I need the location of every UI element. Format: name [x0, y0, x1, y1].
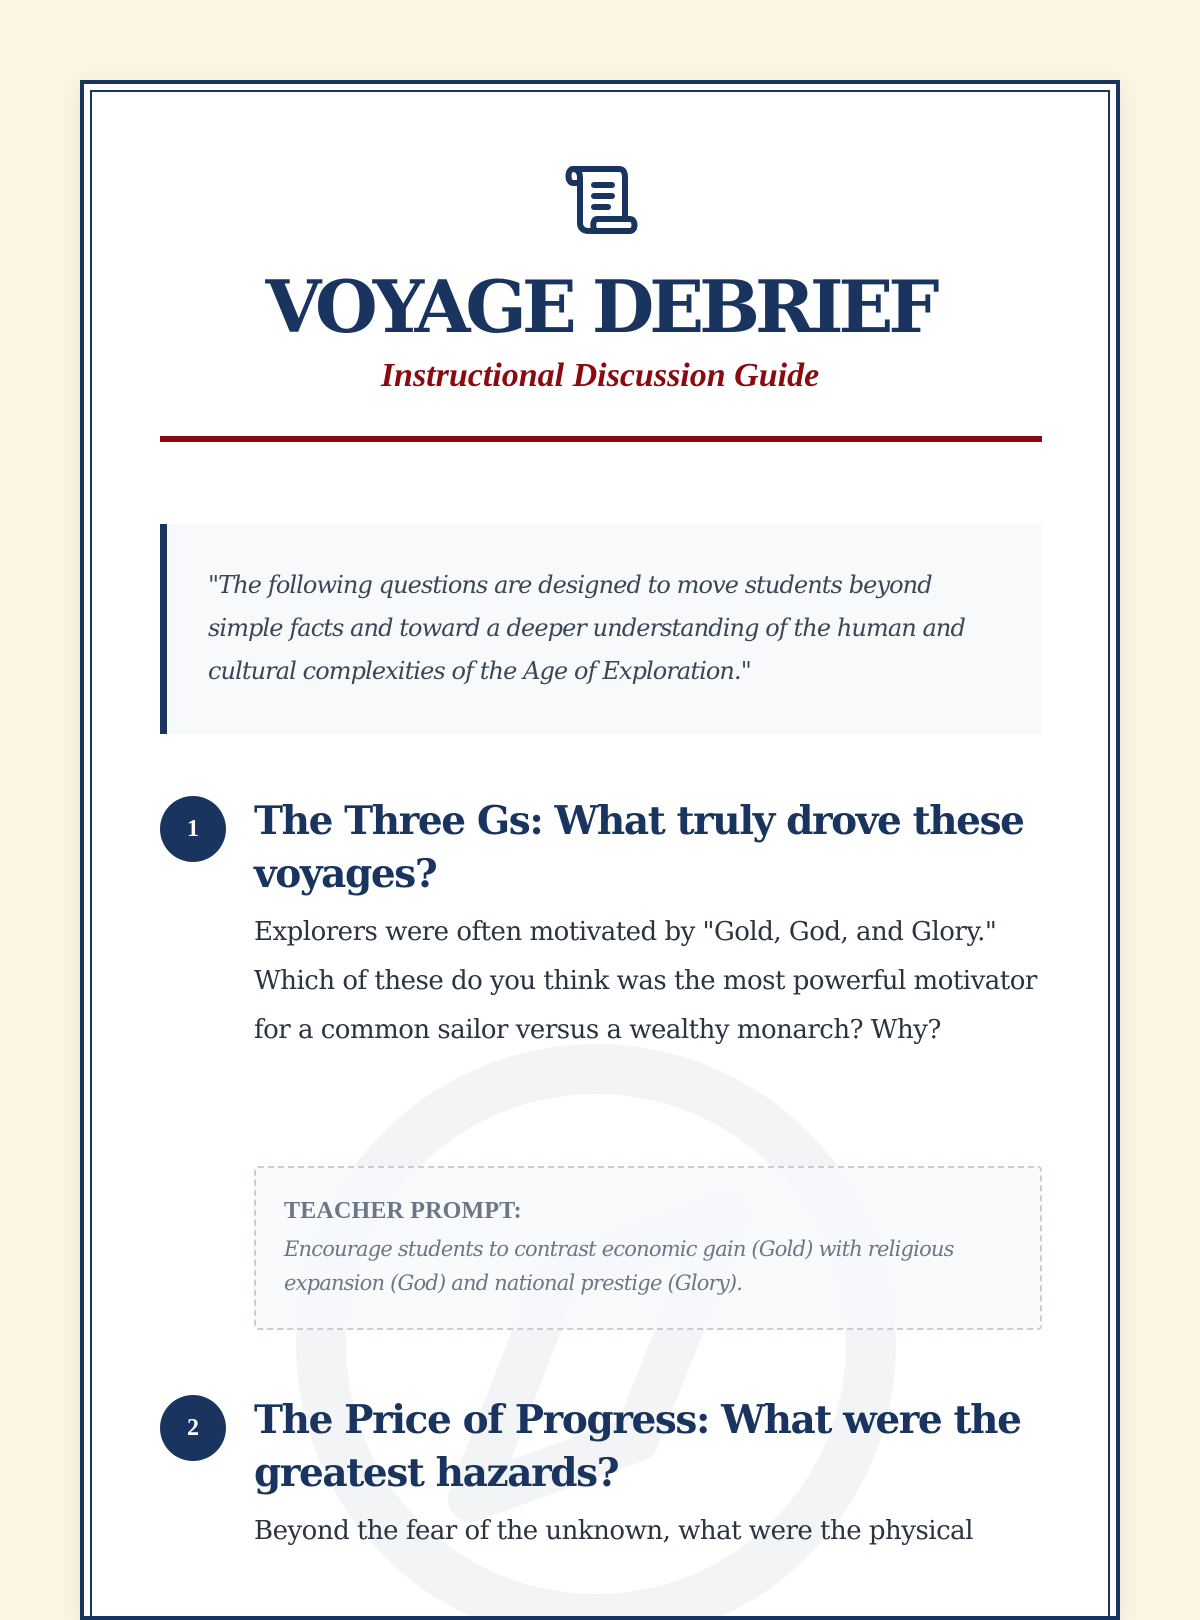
teacher-prompt-label: TEACHER PROMPT:	[284, 1198, 522, 1224]
title-divider	[160, 436, 1042, 442]
teacher-prompt-text: Encourage students to contrast economic gain (Gold) with religious expansion (God) and national prestige (Glory).	[284, 1237, 954, 1295]
question-title: The Price of Progress: What were the greatest hazards?	[254, 1397, 1021, 1496]
question-body: Beyond the fear of the unknown, what were the physical	[254, 1516, 973, 1546]
question-body: Explorers were often motivated by "Gold, God, and Glory." Which of these do you think was the most powerful motivator for a common sailor versus a wealthy monarch? Why?	[254, 917, 1037, 1045]
page-title: VOYAGE DEBRIEF	[265, 264, 935, 349]
scroll-icon	[564, 164, 640, 234]
question-number-badge: 2	[160, 1395, 226, 1461]
page-subtitle: Instructional Discussion Guide	[380, 357, 820, 394]
intro-quote: "The following questions are designed to move students beyond simple facts and toward a deeper understanding of the human and cultural complexities of the Age of Exploration."	[160, 524, 1042, 734]
question-title: The Three Gs: What truly drove these voyages?	[254, 798, 1024, 897]
question-number-badge: 1	[160, 796, 226, 862]
guide-page	[80, 80, 1120, 1620]
teacher-prompt-box	[254, 1166, 1042, 1330]
